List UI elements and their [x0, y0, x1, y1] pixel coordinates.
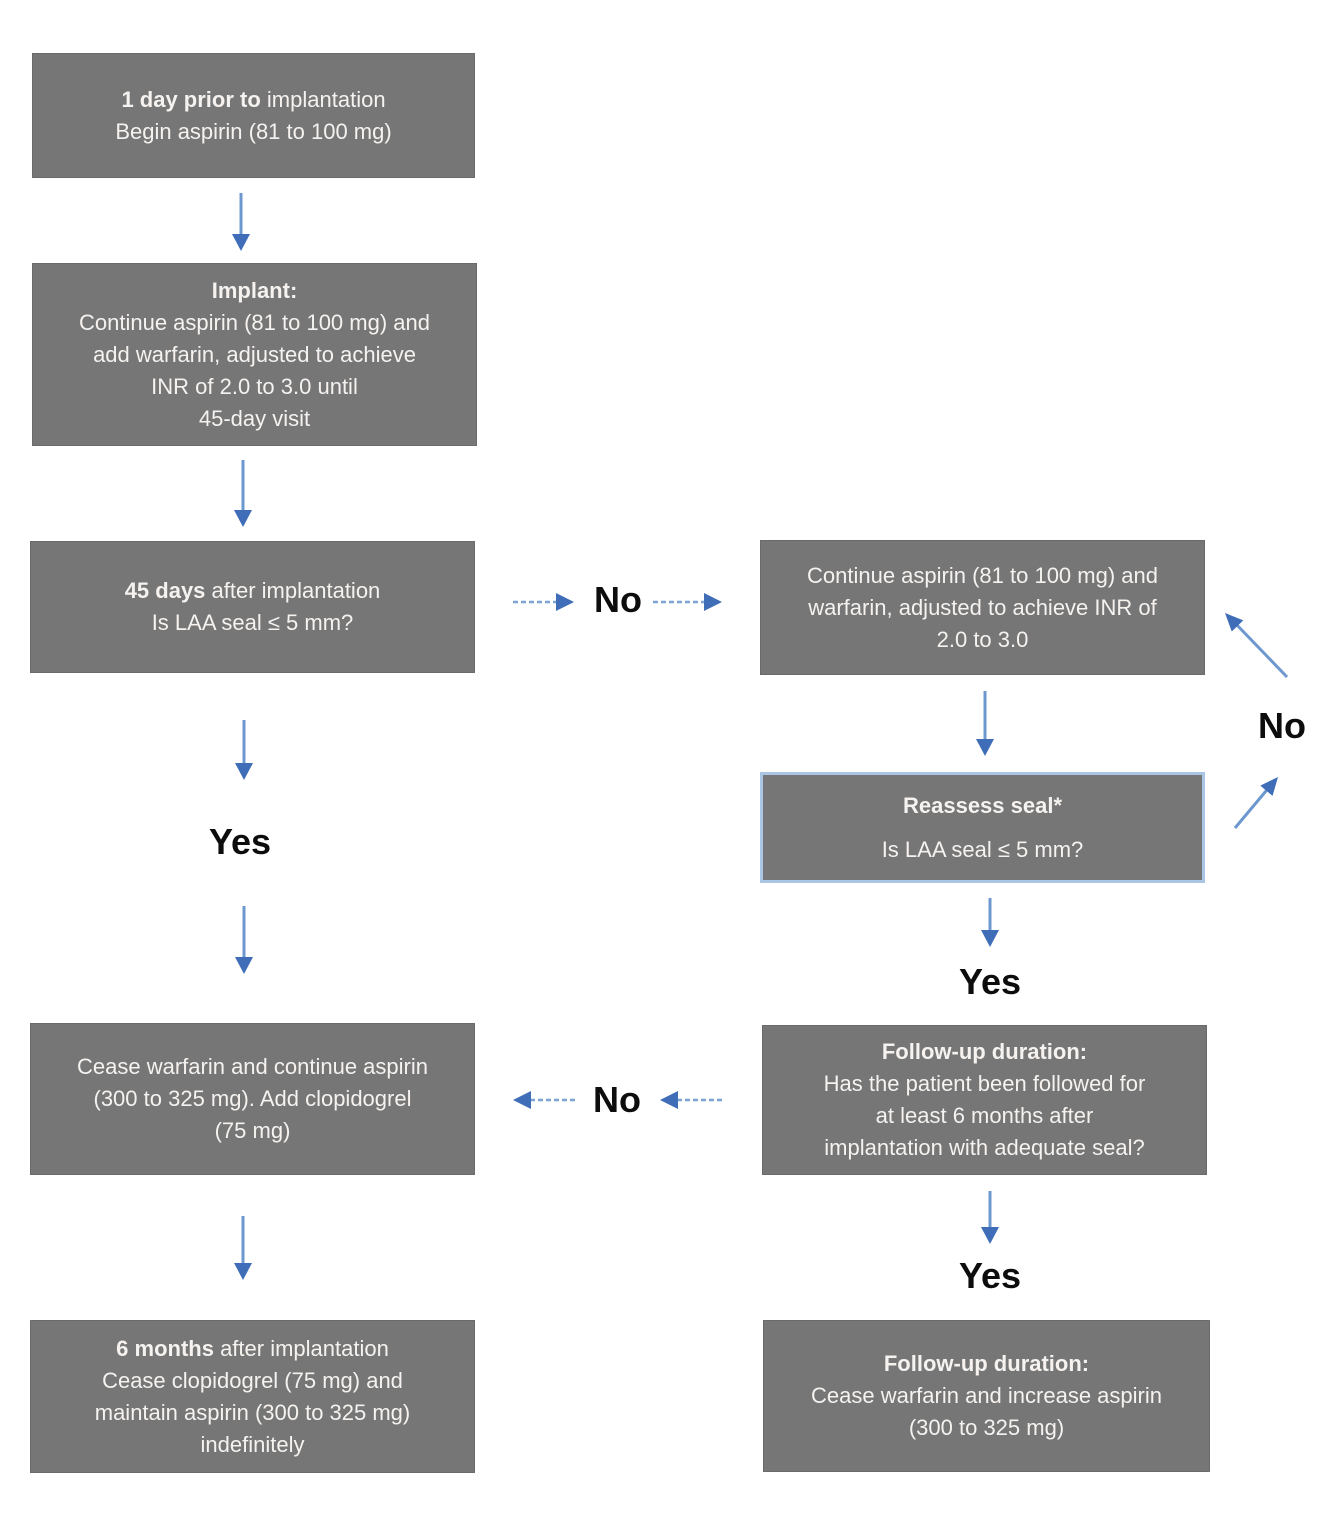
node-title: Follow-up duration: — [881, 1039, 1088, 1064]
node-followup-final: Follow-up duration: Cease warfarin and increase aspirin (300 to 325 mg) — [763, 1320, 1210, 1472]
label-no-45day: No — [594, 579, 642, 620]
arrow-45days-no-right-segment — [653, 593, 722, 611]
arrow-yes-to-cease-warfarin — [235, 906, 253, 974]
label-no-followup: No — [593, 1079, 641, 1120]
node-6-months: 6 months after implantation Cease clopidogrel (75 mg) and maintain aspirin (300 to 325 mg) indefinitely — [30, 1320, 475, 1473]
node-continue-warfarin: Continue aspirin (81 to 100 mg) and warfarin, adjusted to achieve INR of 2.0 to 3.0 — [760, 540, 1205, 675]
arrow-pre-implant-to-implant — [232, 193, 250, 251]
node-reassess-seal: Reassess seal* Is LAA seal ≤ 5 mm? — [760, 772, 1205, 883]
arrow-followup-no-left-segment — [513, 1091, 577, 1109]
arrow-followup-to-yes — [981, 1191, 999, 1244]
node-followup-question: Follow-up duration: Has the patient been followed for at least 6 months after implantation with adequate seal? — [762, 1025, 1207, 1175]
node-title: Implant: — [211, 277, 298, 303]
node-implant: Implant: Continue aspirin (81 to 100 mg) and add warfarin, adjusted to achieve INR of 2.0 to 3.0 until 45-day visit — [32, 263, 477, 446]
arrow-45days-no-left-segment — [513, 593, 574, 611]
label-yes-followup: Yes — [958, 1255, 1022, 1296]
arrow-cease-to-6months — [234, 1216, 252, 1280]
arrow-followup-no-right-segment — [660, 1091, 723, 1109]
node-1-day-prior: 1 day prior to implantation Begin aspirin (81 to 100 mg) — [32, 53, 475, 178]
label-yes-reassess: Yes — [958, 961, 1022, 1002]
arrow-no-to-continue-box — [1219, 607, 1287, 677]
node-title: 1 day prior to implantation — [121, 86, 386, 112]
label-no-reassess-loop: No — [1258, 705, 1306, 746]
node-title: 6 months after implantation — [116, 1335, 389, 1361]
node-title: Reassess seal* — [902, 792, 1063, 818]
arrow-reassess-no-up — [1235, 772, 1284, 828]
arrow-45days-to-yes — [235, 720, 253, 780]
arrow-reassess-to-yes — [981, 898, 999, 947]
node-45-days-decision: 45 days after implantation Is LAA seal ≤ 5 mm? — [30, 541, 475, 673]
label-yes-45day: Yes — [208, 821, 272, 862]
arrow-implant-to-45days — [234, 460, 252, 527]
node-title: Follow-up duration: — [883, 1351, 1090, 1376]
arrow-continue-to-reassess — [976, 691, 994, 756]
node-cease-warfarin-clopidogrel: Cease warfarin and continue aspirin (300 to 325 mg). Add clopidogrel (75 mg) — [30, 1023, 475, 1175]
node-title: 45 days after implantation — [124, 578, 381, 603]
